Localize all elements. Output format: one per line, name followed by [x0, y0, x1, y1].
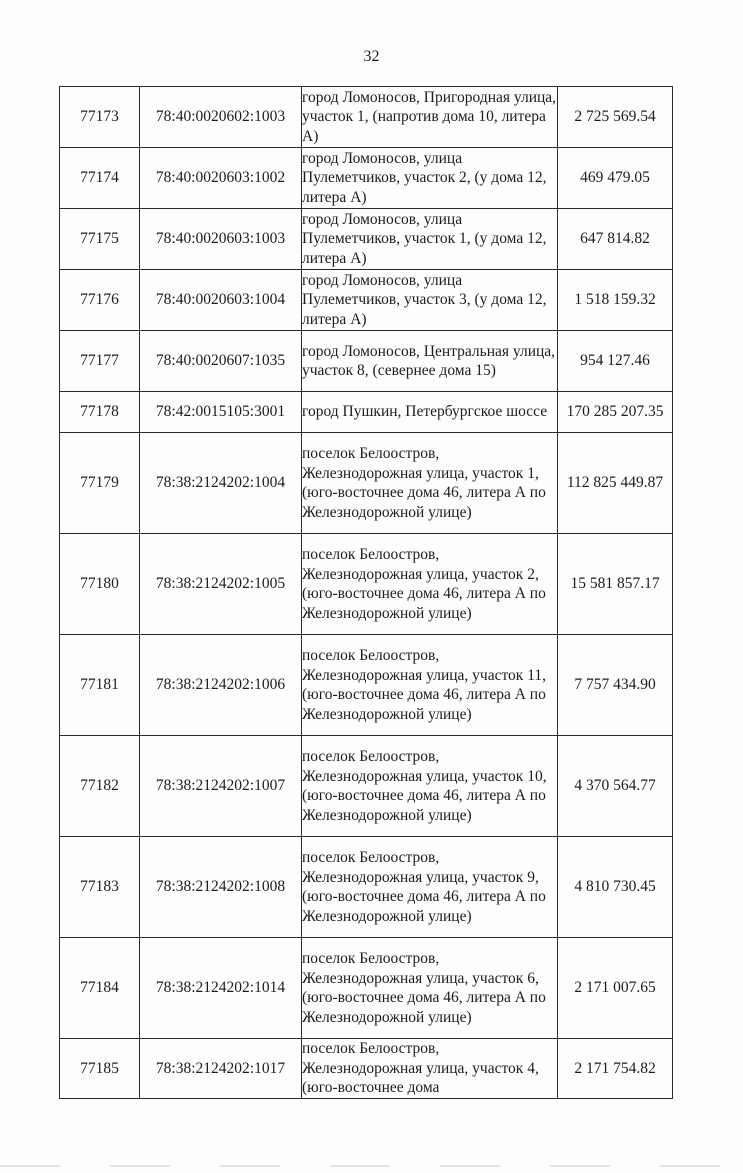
cadastral-number-cell: 78:38:2124202:1014: [140, 938, 302, 1039]
row-number-cell: 77181: [60, 635, 140, 736]
address-cell: город Ломоносов, Центральная улица, участок 8, (севернее дома 15): [302, 331, 558, 392]
value-cell: 4 810 730.45: [558, 837, 673, 938]
table-row: [60, 837, 673, 938]
cadastral-number-cell: 78:40:0020607:1035: [140, 331, 302, 392]
value-cell: 112 825 449.87: [558, 433, 673, 534]
address-cell: поселок Белоостров, Железнодорожная улица, участок 1, (юго-восточнее дома 46, литера А по Железнодорожной улице): [302, 433, 558, 534]
table-row: [60, 736, 673, 837]
cadastral-number-cell: 78:40:0020603:1002: [140, 148, 302, 209]
value-cell: 2 171 007.65: [558, 938, 673, 1039]
row-number-cell: 77180: [60, 534, 140, 635]
address-cell: город Ломоносов, улица Пулеметчиков, участок 3, (у дома 12, литера А): [302, 270, 558, 331]
cadastral-number-cell: 78:38:2124202:1007: [140, 736, 302, 837]
table-row: [60, 87, 673, 148]
address-cell: поселок Белоостров, Железнодорожная улица, участок 9, (юго-восточнее дома 46, литера А по Железнодорожной улице): [302, 837, 558, 938]
address-cell: поселок Белоостров, Железнодорожная улица, участок 6, (юго-восточнее дома 46, литера А по Железнодорожной улице): [302, 938, 558, 1039]
cadastral-number-cell: 78:42:0015105:3001: [140, 392, 302, 433]
table-row: [60, 1039, 673, 1099]
table-row: [60, 392, 673, 433]
row-number-cell: 77179: [60, 433, 140, 534]
table-row: [60, 331, 673, 392]
row-number-cell: 77175: [60, 209, 140, 270]
address-cell: город Ломоносов, улица Пулеметчиков, участок 1, (у дома 12, литера А): [302, 209, 558, 270]
address-cell: город Пушкин, Петербургское шоссе: [302, 392, 558, 433]
cadastral-number-cell: 78:38:2124202:1017: [140, 1039, 302, 1099]
table-row: [60, 534, 673, 635]
address-cell: поселок Белоостров, Железнодорожная улица, участок 2, (юго-восточнее дома 46, литера А по Железнодорожной улице): [302, 534, 558, 635]
cadastral-number-cell: 78:40:0020603:1004: [140, 270, 302, 331]
cadastral-number-cell: 78:40:0020603:1003: [140, 209, 302, 270]
row-number-cell: 77185: [60, 1039, 140, 1099]
cadastral-number-cell: 78:40:0020602:1003: [140, 87, 302, 148]
row-number-cell: 77173: [60, 87, 140, 148]
row-number-cell: 77182: [60, 736, 140, 837]
address-cell: город Ломоносов, улица Пулеметчиков, участок 2, (у дома 12, литера А): [302, 148, 558, 209]
table-row: [60, 433, 673, 534]
row-number-cell: 77183: [60, 837, 140, 938]
table-row: [60, 635, 673, 736]
value-cell: 4 370 564.77: [558, 736, 673, 837]
cadastral-number-cell: 78:38:2124202:1004: [140, 433, 302, 534]
address-cell: город Ломоносов, Пригородная улица, участок 1, (напротив дома 10, литера А): [302, 87, 558, 148]
row-number-cell: 77174: [60, 148, 140, 209]
table-row: [60, 148, 673, 209]
row-number-cell: 77177: [60, 331, 140, 392]
address-cell: поселок Белоостров, Железнодорожная улица, участок 4, (юго-восточнее дома: [302, 1039, 558, 1099]
value-cell: 954 127.46: [558, 331, 673, 392]
value-cell: 15 581 857.17: [558, 534, 673, 635]
cadastral-number-cell: 78:38:2124202:1006: [140, 635, 302, 736]
value-cell: 2 171 754.82: [558, 1039, 673, 1099]
address-cell: поселок Белоостров, Железнодорожная улица, участок 11, (юго-восточнее дома 46, литера А по Железнодорожной улице): [302, 635, 558, 736]
row-number-cell: 77176: [60, 270, 140, 331]
row-number-cell: 77178: [60, 392, 140, 433]
table-body: [60, 87, 673, 1099]
address-cell: поселок Белоостров, Железнодорожная улица, участок 10, (юго-восточнее дома 46, литера А по Железнодорожной улице): [302, 736, 558, 837]
value-cell: 2 725 569.54: [558, 87, 673, 148]
value-cell: 1 518 159.32: [558, 270, 673, 331]
table-row: [60, 209, 673, 270]
value-cell: 647 814.82: [558, 209, 673, 270]
table-row: [60, 938, 673, 1039]
row-number-cell: 77184: [60, 938, 140, 1039]
value-cell: 469 479.05: [558, 148, 673, 209]
page-number: 32: [363, 48, 380, 65]
value-cell: 170 285 207.35: [558, 392, 673, 433]
cadastral-value-table: [59, 86, 673, 1099]
cadastral-number-cell: 78:38:2124202:1005: [140, 534, 302, 635]
table-row: [60, 270, 673, 331]
value-cell: 7 757 434.90: [558, 635, 673, 736]
cadastral-number-cell: 78:38:2124202:1008: [140, 837, 302, 938]
scan-edge-artifact: [0, 1165, 743, 1167]
